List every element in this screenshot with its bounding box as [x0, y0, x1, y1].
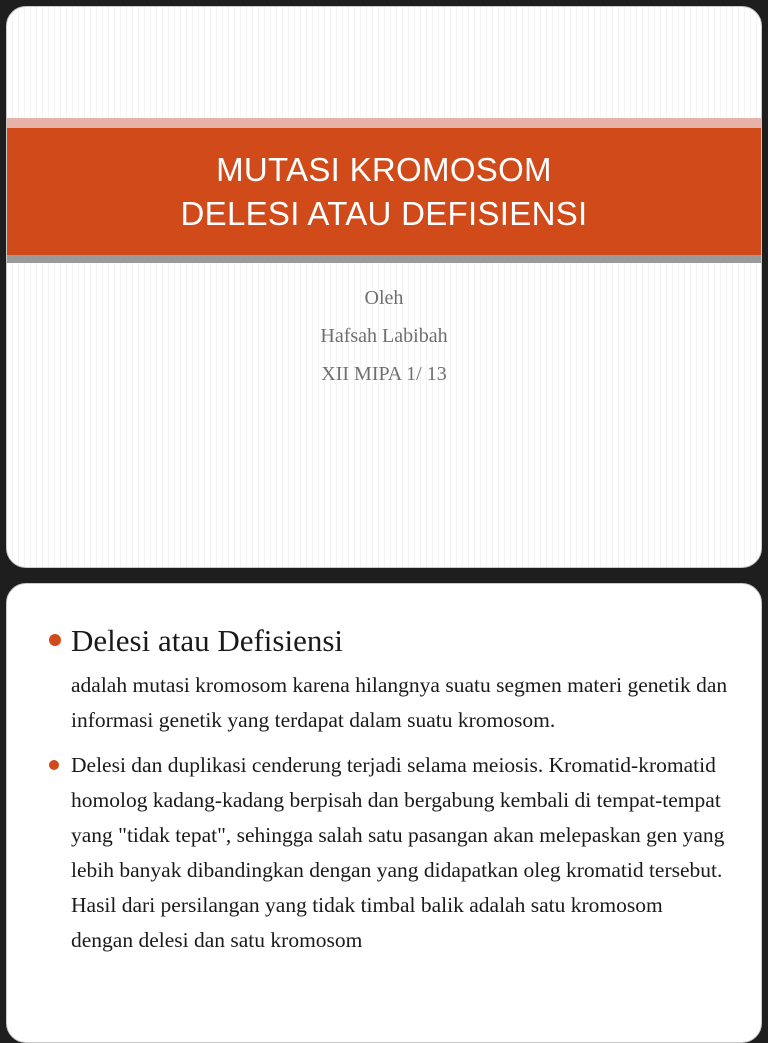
content-slide: [6, 583, 762, 1043]
title-slide: [6, 6, 762, 568]
title-band-bottom: [7, 255, 761, 263]
body-paragraph: Delesi dan duplikasi cenderung terjadi selama meiosis. Kromatid-kromatid homolog kadang-kadang berpisah dan bergabung kembali di tempat-tempat yang "tidak tepat", sehingga salah satu pasangan akan melepaskan gen yang lebih banyak dibandingkan dengan yang didapatkan oleg kromatid tersebut. Hasil dari persilangan yang tidak timbal balik adalah satu kromosom dengan delesi dan satu kromosom: [71, 753, 725, 952]
slide-content: [49, 620, 729, 958]
bullet-dot-icon: [49, 760, 59, 770]
title-line-1: MUTASI KROMOSOM: [216, 150, 552, 188]
title-band-top: [7, 118, 761, 128]
bullet-heading: [49, 620, 729, 662]
bullet-body: [49, 748, 729, 958]
subtitle-class: XII MIPA 1/ 13: [321, 363, 447, 385]
subtitle-author: Hafsah Labibah: [320, 325, 448, 347]
content-heading: Delesi atau Defisiensi: [71, 623, 344, 658]
title-line-2: DELESI ATAU DEFISIENSI: [180, 194, 588, 232]
definition-paragraph: adalah mutasi kromosom karena hilangnya suatu segmen materi genetik dan informasi genetik yang terdapat dalam suatu kromosom.: [71, 673, 728, 732]
slide-title: [7, 128, 761, 255]
bullet-dot-icon: [49, 634, 61, 646]
subtitle-line-1: Oleh: [364, 287, 404, 309]
slide-subtitle: [7, 279, 761, 393]
